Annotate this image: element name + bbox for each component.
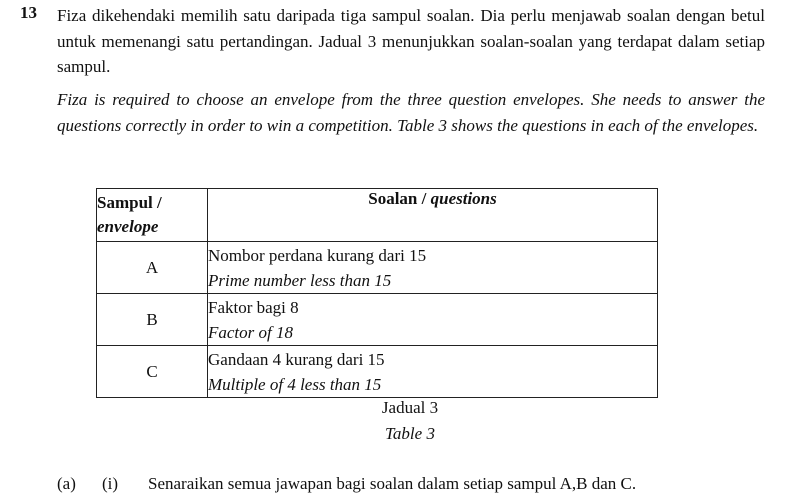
question-en: Prime number less than 15 [208,270,392,290]
header-envelope-en: envelope [97,217,159,236]
table-row [97,346,658,398]
sub-question-text: Senaraikan semua jawapan bagi soalan dalam setiap sampul A,B dan C. [148,474,637,493]
question-ms: Faktor bagi 8 [208,297,299,317]
table-row [97,242,658,294]
table-caption-english: Table 3 [385,424,435,443]
envelope-questions-table [96,188,658,398]
header-envelope-ms: Sampul / [97,193,162,212]
table-caption-malay: Jadual 3 [381,398,439,417]
table-header-row [97,189,658,242]
question-number: 13 [20,3,37,22]
question-en: Multiple of 4 less than 15 [208,374,382,394]
header-envelope [97,189,208,242]
envelope-label: C [97,346,208,398]
header-questions-ms: Soalan / [368,189,427,208]
table-row [97,294,658,346]
header-questions-en: questions [430,189,497,208]
question-ms: Nombor perdana kurang dari 15 [208,245,427,265]
question-text-malay: Fiza dikehendaki memilih satu daripada tiga sampul soalan. Dia perlu menjawab soalan dengan betul untuk memenangi satu pertandingan. Jadual 3 menunjukkan soalan-soalan yang terdapat dalam setiap sampul. [57,6,765,76]
question-text-english: Fiza is required to choose an envelope from the three question envelopes. She needs to answer the questions correctly in order to win a competition. Table 3 shows the questions in each of the envelopes. [57,90,765,135]
envelope-question [208,242,658,294]
question-en: Factor of 18 [208,322,293,342]
sub-question-subpart: (i) [102,474,119,493]
sub-question-part: (a) [57,474,76,493]
header-questions [208,189,658,242]
envelope-question [208,294,658,346]
envelope-question [208,346,658,398]
question-ms: Gandaan 4 kurang dari 15 [208,349,385,369]
envelope-label: B [97,294,208,346]
envelope-label: A [97,242,208,294]
